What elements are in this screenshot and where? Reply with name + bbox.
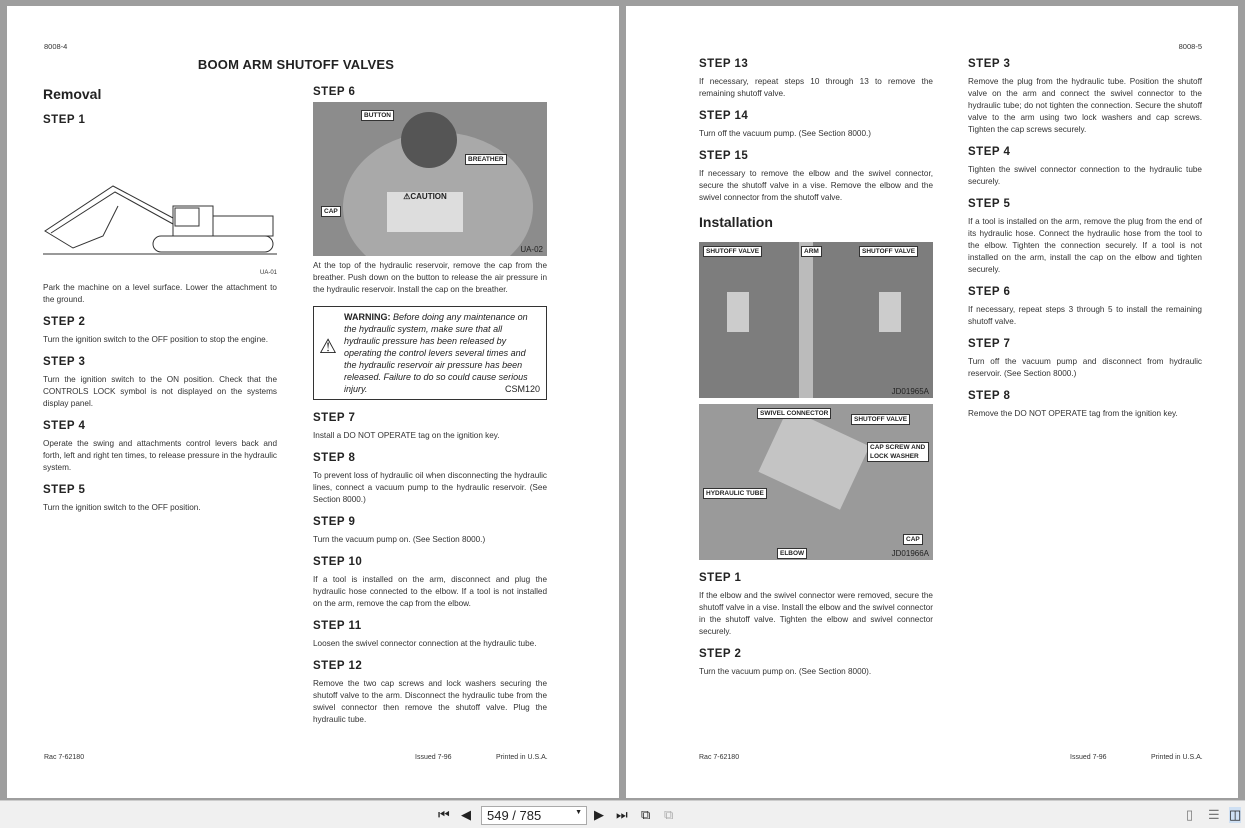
step [43,316,277,346]
step-text: At the top of the hydraulic reservoir, remove the cap from the breather. Push down on the button to release the air pressure in the hydraulic reservoir. Install the cap on the breather. [313,261,547,294]
warning-box [313,306,547,400]
step [699,58,933,100]
viewer-toolbar [0,800,1245,828]
step [968,338,1202,380]
step-label: STEP 3 [968,58,1011,70]
step [313,516,547,546]
step-text: If the elbow and the swivel connector were removed, secure the shutoff valve in a vise. Install the elbow and the swivel connector in the shutoff valve. Tighten the elbow and swivel connector securely. [699,591,933,636]
label-arm: ARM [801,246,822,257]
excavator-illustration [43,136,277,276]
step [313,452,547,506]
step-label: STEP 12 [313,660,363,672]
label-breather: BREATHER [465,154,507,165]
label-shutoff-valve: SHUTOFF VALVE [851,414,910,425]
page-number-input[interactable] [481,806,587,825]
step [968,146,1202,188]
figure-id: JD01965A [891,387,929,396]
step-label: STEP 1 [699,572,742,584]
step-label: STEP 7 [968,338,1011,350]
figure-id: JD01966A [891,549,929,558]
continuous-icon[interactable]: ☰ [1208,807,1220,822]
step-label: STEP 11 [313,620,362,632]
label-cap-screw: CAP SCREW AND LOCK WASHER [867,442,929,462]
step-text: Turn the ignition switch to the OFF position to stop the engine. [43,335,268,344]
step-text: Turn the vacuum pump on. (See Section 8000.) [313,535,486,544]
step [43,420,277,474]
figure-id: UA-02 [520,245,543,254]
label-cap: CAP [321,206,341,217]
step [313,412,547,442]
step [968,58,1202,136]
step-label: STEP 8 [313,452,356,464]
warning-heading: WARNING: [344,312,391,322]
step [699,110,933,140]
footer-doc: Rac 7-62180 [699,754,740,761]
hydraulic-reservoir-photo [313,102,547,256]
step [968,198,1202,276]
label-swivel-connector: SWIVEL CONNECTOR [757,408,831,419]
footer-printed: Printed in U.S.A. [496,754,548,761]
step-label: STEP 8 [968,390,1011,402]
step-label: STEP 7 [313,412,356,424]
dropdown-icon[interactable]: ▼ [575,809,582,816]
step [699,572,933,638]
step-label: STEP 15 [699,150,749,162]
step-text: Operate the swing and attachments control levers back and forth, left and right ten times, to release pressure in the hydraulic system. [43,439,277,472]
label-hydraulic-tube: HYDRAULIC TUBE [703,488,767,499]
step-label: STEP 3 [43,356,86,368]
step-label: STEP 4 [43,420,86,432]
step [43,484,277,514]
step-text: Turn the ignition switch to the OFF position. [43,503,201,512]
step-text: If necessary, repeat steps 3 through 5 to install the remaining shutoff valve. [968,305,1202,326]
figure-id: UA-01 [259,270,277,276]
step [313,620,547,650]
step-text: Tighten the swivel connector connection to the hydraulic tube securely. [968,165,1202,186]
step-text: To prevent loss of hydraulic oil when disconnecting the hydraulic lines, connect a vacuum pump to the hydraulic reservoir. (See Section 8000.) [313,471,547,504]
page-number: 8008-5 [1178,42,1202,51]
step-label: STEP 6 [968,286,1011,298]
step [968,390,1202,420]
step-label: STEP 4 [968,146,1011,158]
step-text: Loosen the swivel connector connection at the hydraulic tube. [313,639,537,648]
step-label: STEP 9 [313,516,356,528]
step-text: Install a DO NOT OPERATE tag on the ignition key. [313,431,500,440]
step-text: If a tool is installed on the arm, remove the plug from the end of its hydraulic hose. Connect the hydraulic hose from the tool to the elbow. Tighten the connection securely. If a tool is not installed on the arm, install the cap on the elbow and tighten securely. [968,217,1202,274]
label-cap: CAP [903,534,923,545]
step-label: STEP 2 [699,648,742,660]
two-page-icon[interactable]: ◫ [1229,807,1242,822]
label-elbow: ELBOW [777,548,807,559]
footer-doc: Rac 7-62180 [44,754,85,761]
last-page-icon[interactable]: ⏭ [616,807,628,822]
step-text: Turn off the vacuum pump and disconnect from hydraulic reservoir. (See Section 8000.) [968,357,1202,378]
step-label: STEP 2 [43,316,86,328]
step-text: Remove the DO NOT OPERATE tag from the ignition key. [968,409,1178,418]
step-label: STEP 6 [313,86,356,98]
next-page-icon[interactable]: ▶ [594,807,604,822]
step-text: If a tool is installed on the arm, disconnect and plug the hydraulic hose connected to the elbow. If a tool is not installed on the arm, remove the cap from the elbow. [313,575,547,608]
caution-decal: ⚠CAUTION [387,192,463,232]
footer-printed: Printed in U.S.A. [1151,754,1203,761]
step-text: Turn the vacuum pump on. (See Section 8000). [699,667,872,676]
fit-width-icon[interactable]: ⧉ [664,807,674,822]
warning-text: Before doing any maintenance on the hydraulic system, make sure that all hydraulic pressure has been released by operating the control levers several times and the hydraulic reservoir air pressure has been released. Failure to do so could cause serious injury. [344,312,528,394]
section-heading: Installation [699,214,773,230]
prev-page-icon[interactable]: ◀ [461,807,471,822]
step-text: Turn the ignition switch to the ON position. Check that the CONTROLS LOCK symbol is not displayed on the systems display panel. [43,375,277,408]
step [313,556,547,610]
step-label: STEP 1 [43,114,86,126]
label-shutoff-valve: SHUTOFF VALVE [703,246,762,257]
excavator-figure [43,136,277,276]
right-page [626,6,1238,798]
step [699,648,933,678]
label-shutoff-valve: SHUTOFF VALVE [859,246,918,257]
single-page-icon[interactable]: ▯ [1186,807,1194,822]
step-text: Remove the plug from the hydraulic tube. Position the shutoff valve on the arm and connect the swivel connector to the hydraulic tube; do not tighten the connection. Secure the shutoff valve to the arm using two lock washers and cap screws. Tighten the cap screws securely. [968,77,1202,134]
step-text: Park the machine on a level surface. Lower the attachment to the ground. [43,283,277,304]
label-button: BUTTON [361,110,394,121]
step-label: STEP 10 [313,556,363,568]
fit-page-icon[interactable]: ⧉ [641,807,651,822]
step [43,356,277,410]
shutoff-valve-photo [699,242,933,398]
step-label: STEP 5 [968,198,1011,210]
step [313,660,547,726]
first-page-icon[interactable]: ⏮ [438,807,450,822]
warning-code: CSM120 [504,384,540,394]
step-label: STEP 13 [699,58,749,70]
step-label: STEP 5 [43,484,86,496]
step-text: If necessary to remove the elbow and the swivel connector, secure the shutoff valve in a vise. Remove the elbow and the swivel connector from the shutoff valve. [699,169,933,202]
left-page [7,6,619,798]
step-label: STEP 14 [699,110,749,122]
footer-issued: Issued 7-96 [415,754,452,761]
step-text: Turn off the vacuum pump. (See Section 8000.) [699,129,872,138]
footer-issued: Issued 7-96 [1070,754,1107,761]
valve-detail-photo [699,404,933,560]
page-title: BOOM ARM SHUTOFF VALVES [197,57,395,72]
section-heading: Removal [43,86,102,102]
warning-icon: ⚠ [319,336,337,358]
page-value: 549 / 785 [487,808,542,823]
step [699,150,933,204]
step-text: If necessary, repeat steps 10 through 13 to remove the remaining shutoff valve. [699,77,933,98]
page-number: 8008-4 [44,42,68,51]
step-text: Remove the two cap screws and lock washers securing the shutoff valve to the arm. Disconnect the hydraulic tube from the swivel connector then remove the shutoff valve. Plug the hydraulic tube. [313,679,547,724]
step [968,286,1202,328]
